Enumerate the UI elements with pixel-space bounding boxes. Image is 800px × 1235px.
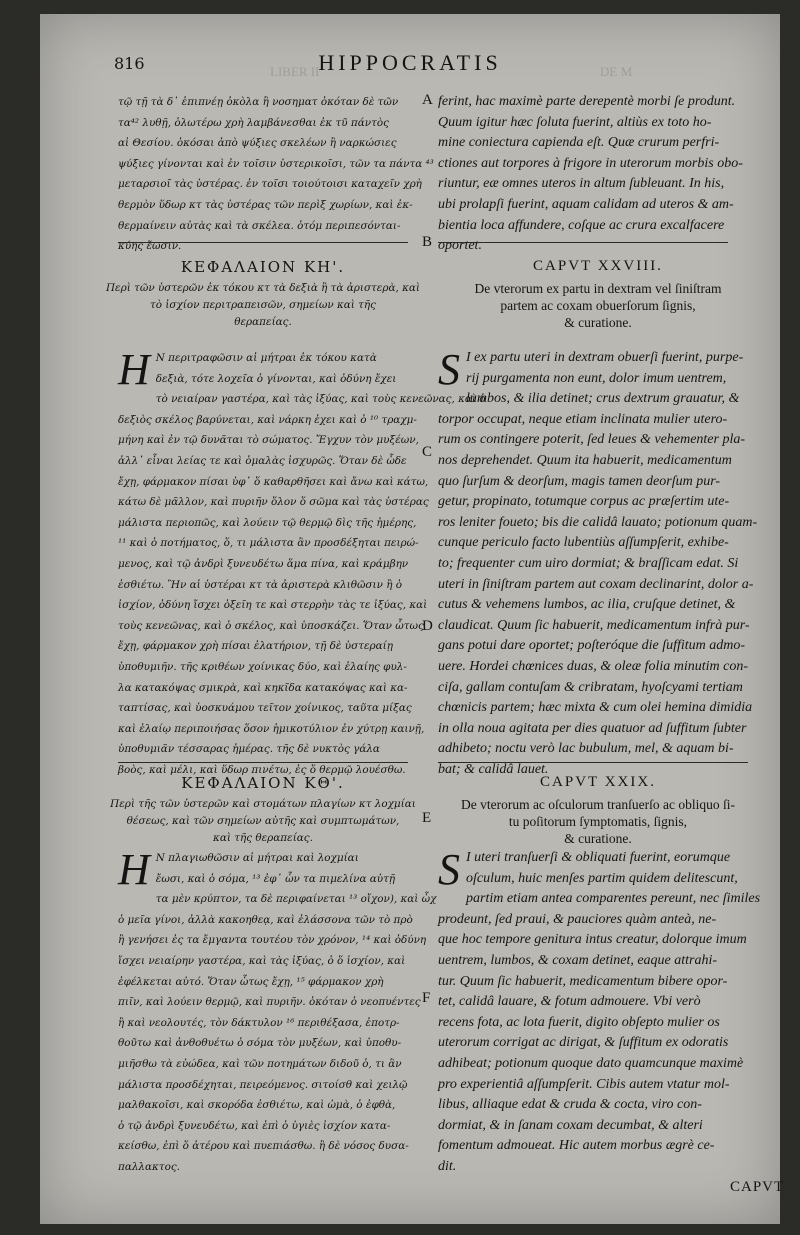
latin-line: pro experientiâ aſſumpſerit. Cibis autem vtatur mol- [438, 1076, 730, 1092]
divider-rule [438, 762, 748, 763]
greek-line: ¹¹ καὶ ὁ ποτήματος, ὅ, τι μάλιστα ἂν προσδέξηται πειρώ- [118, 537, 419, 550]
subtitle-line: θέσεως, καὶ τῶν σημείων αὐτῆς καὶ συμπτωμάτων, [126, 815, 400, 827]
latin-line: riuntur, eæ omnes uteros in altum ſubleuant. In his, [438, 176, 725, 192]
greek-line: θερμὸν ὕδωρ κτ τὰς ὑστέρας τῶν περὶξ χωρίων, καὶ ἐκ- [118, 198, 413, 211]
book-page [40, 14, 785, 1224]
greek-line: καὶ ἐλαίῳ περιποιήσας ὅσον ἡμικοτύλιον ἐν χύτρῃ καινῇ, [118, 722, 425, 735]
greek-line: θοῦτω καὶ ἀνθοθυέτω ὁ σόμα τὸν μυξέων, καὶ ὑποθυ- [118, 1037, 402, 1050]
latin-line: ciſa, gallam contuſam & cribratam, hyoſcyami tertiam [438, 679, 743, 695]
drop-capital: S [438, 345, 460, 394]
greek-line: ἔχῃ, φάρμακον πίσαι ὑφ᾽ ὅ καθαρθῆσει καὶ ἄνω καὶ κάτω, [118, 475, 429, 488]
greek-line: ὑποθυμιῆν. τῆς κριθέων χοίνικας δύο, καὶ ἐλαίης φυλ- [118, 660, 407, 673]
greek-line: ἐσθιέτω. Ἢν αἱ ὑστέραι κτ τὰ ἀριστερὰ κλιθῶσιν ἢ ὁ [118, 578, 402, 591]
latin-line: dormiat, & in ſanam coxam decumbat, & alteri [438, 1117, 703, 1133]
chapter-29-greek-title: ΚΕΦΑΛΑΙΟΝ ΚΘ'. [181, 774, 345, 792]
latin-line: cunque periculo facto lubentiùs aſſumpſerit, exhibe- [438, 535, 729, 551]
latin-line: tur. Quum ſic habuerit, medicamentum bibere opor- [438, 973, 728, 989]
margin-letter-c: C [422, 444, 433, 460]
page-number: 816 [114, 54, 145, 73]
greek-line: μάλιστα προσδέχηται, πειρεόμενος. σιτοίσθ καὶ χειλῷ [118, 1078, 408, 1091]
subtitle-line: partem ac coxam obuerſorum ſignis, [500, 298, 696, 313]
greek-line: αἰ Θεσίου. ὁκόσαι ἀπὸ ψύξιες σκελέων ἢ ναρκώσιες [118, 137, 397, 150]
latin-line: gans potui dare oportet; poſteróque die ſuffitum admo- [438, 638, 746, 654]
greek-line: μαλθακοῖσι, καὶ σκορόδα ἐσθιέτω, καὶ ὠμὰ, ὁ ἐφθὰ, [118, 1099, 396, 1112]
chapter-28-latin-subtitle [438, 280, 758, 331]
latin-line: uterorum corrigat ac dirigat, & ſuffitum ex odoratis [438, 1035, 729, 1051]
chapter-29-greek-text [118, 845, 437, 1178]
greek-line: θερμαίνειν αὐτὰς καὶ τὰ σκέλεα. ὁτόμ περιπεσόνται- [118, 219, 401, 232]
greek-line: ὁ μεῖα γίνοι, ἀλλὰ κακοηθεᾳ, καὶ ἐλάσσονα τῶν τὸ πρὸ [118, 913, 413, 926]
chapter-28-greek-subtitle [98, 280, 428, 331]
subtitle-line: θεραπείας. [234, 316, 292, 328]
greek-column-top [118, 92, 448, 257]
greek-line: τοὺς κενεῶνας, καὶ ὁ σκέλος, καὶ ὑποσκάζει. Ὅταν ὧτως [118, 619, 424, 632]
chapter-28-greek-text [118, 345, 486, 780]
margin-letter-e: E [422, 810, 432, 826]
latin-line: bientia loca affundere, coſque ac crura excalfacere [438, 217, 725, 233]
subtitle-line: & curatione. [564, 831, 632, 846]
divider-rule [118, 762, 408, 763]
subtitle-line: καὶ τῆς θεραπείας. [213, 832, 313, 844]
latin-line: rij purgamenta non eunt, dolor imum uentrem, [466, 370, 727, 386]
latin-line: ctiones aut torpores à frigore in uterorum morbis obo- [438, 155, 743, 171]
latin-column-top [438, 92, 760, 257]
latin-line: quo ſurſum & deorſum, magis tamen deorſum pur- [438, 473, 721, 489]
chapter-29-greek-subtitle [98, 796, 428, 847]
drop-capital: H [118, 845, 150, 894]
latin-line: recens fota, ac lota fuerit, digito obſepto mulier os [438, 1014, 720, 1030]
latin-line: to; frequenter cum uiro dormiat; & braſſicam edat. Si [438, 555, 739, 571]
latin-line: prodeunt, ſed praui, & pauciores quàm anteà, ne- [438, 911, 717, 927]
greek-line: ἢ καὶ νεολουτές, τὸν δάκτυλον ¹⁶ περιθέξασα, ἐποτρ- [118, 1016, 400, 1029]
greek-line: ἐφέλκεται αὐτό. Ὅταν ὧτως ἔχῃ, ¹⁵ φάρμακον χρὴ [118, 975, 384, 988]
greek-line: μιῆσθω τὰ εὐώδεα, καὶ τῶν ποτημάτων διδοῦ ὁ, τι ἂν [118, 1057, 402, 1070]
latin-line: I uteri tranſuerſi & obliquati fuerint, eorumque [466, 850, 731, 865]
latin-line: Quum igitur hæc ſoluta fuerint, altiùs ex toto ho- [438, 114, 712, 130]
drop-capital: S [438, 845, 460, 894]
margin-letter-d: D [422, 618, 433, 634]
latin-line: ubi prolapſi fuerint, aquam calidam ad uteros & am- [438, 196, 734, 212]
greek-line: πιῖν, καὶ λούειν θερμῷ, καὶ πυριῆν. ὁκόταν ὁ νεοπυέντες [118, 996, 421, 1009]
subtitle-line: Περὶ τῶν ὑστερῶν ἐκ τόκου κτ τὰ δεξιὰ ἢ τὰ ἀριστερὰ, καὶ [105, 282, 420, 294]
bleed-through-text: LIBER II [270, 64, 320, 79]
greek-line: μάλιστα περιοπῶς, καὶ λούειν τῷ θερμῷ δὶς τῆς ἡμέρης, [118, 516, 417, 529]
greek-line: ἰσχίον, ὀδύνη ἴσχει ὀξεῖη τε καὶ στερρὴν τὰς τε ἰξύας, καὶ [118, 599, 428, 612]
subtitle-line: tu poſitorum ſymptomatis, ſignis, [508, 814, 688, 829]
greek-line: ταπτίσας, καὶ ὑοσκυάμου τεῖτον χοίνικος, ταῦτα μίξας [118, 702, 412, 715]
latin-line: I ex partu uteri in dextram obuerſi fuerint, purpe- [466, 350, 744, 365]
latin-line: que hoc tempore genitura intus creatur, dolorque imum [438, 932, 747, 948]
catchword: CAPVT [730, 1179, 785, 1195]
greek-line: ἢ γενήσει ἐς τα ἔμγαντα τουτέου τὸν χρόνον, ¹⁴ καὶ ὀδύνη [118, 934, 427, 947]
subtitle-line: & curatione. [564, 315, 632, 330]
latin-line: partim etiam antea comparentes pereunt, nec ſimiles [466, 891, 761, 907]
greek-line: ἔωσι, καὶ ὁ σόμα, ¹³ ἐφ᾽ ὧν τα πιμελίνα αὐτῇ [155, 872, 396, 885]
greek-line: ὁ τῷ ἀνδρὶ ξυνευδέτω, καὶ ἐπὶ ὁ ὑγιὲς ἰσχίον κατα- [118, 1119, 391, 1132]
greek-line: τα μὲν κρύπτον, τα δὲ περιφαίνεται ¹³ οἴχον), καὶ ὧχ [155, 893, 437, 906]
latin-line: rum os contingere poterit, ſed leues & vehementer pla- [438, 432, 746, 448]
latin-line: nos deprehendet. Quum ita habuerit, medicamentum [438, 452, 732, 468]
greek-line: Ν περιτραφῶσιν αἱ μήτραι ἐκ τόκου κατὰ [155, 352, 377, 364]
latin-line: tet, calidâ lauare, & fotum admouere. Vbi verò [438, 994, 701, 1010]
greek-line: Ν πλαγιωθῶσιν αἱ μήτραι καὶ λοχμίαι [155, 852, 359, 864]
divider-rule [118, 242, 408, 243]
margin-letter-a: A [422, 92, 433, 108]
greek-line: τῷ τῇ τὰ δ᾽ ἐπιπνέῃ ὀκὸλα ἢ νοσηματ ὁκόταν δὲ τῶν [118, 96, 399, 108]
latin-line: cutus & vehemens lumbos, ac ilia, cruſque detinet, & [438, 597, 736, 613]
subtitle-line: τὸ ἰσχίον περιτραπεισῶν, σημείων καὶ τῆς [150, 299, 376, 311]
greek-line: ὑποθυμιᾶν τέσσαρας ἡμέρας. τῆς δὲ νυκτὸς γάλα [118, 743, 380, 756]
greek-line: κάτω δὲ μᾶλλον, καὶ πυριῆν ὅλον ὅ σῶμα καὶ τὰς ὑστέρας [118, 496, 429, 509]
latin-line: in olla noua agitata per dies quatuor ad ſuffitum ſubter [438, 720, 747, 736]
greek-line: κείσθω, ἐπὶ ὅ ἀτέρου καὶ πυεπιάσθω. ἢ δὲ νόσος δυσα- [118, 1140, 409, 1153]
greek-line: κύης ἔωσιν. [118, 240, 182, 253]
greek-line: ἴσχει νειαίρην γαστέρα, καὶ τὰς ἰξύας, ὁ ὅ ἰσχίον, καὶ [118, 954, 406, 967]
greek-line: παλλακτος. [118, 1160, 180, 1173]
chapter-29-latin-title: CAPVT XXIX. [540, 774, 656, 790]
latin-line: oportet. [438, 238, 482, 254]
chapter-29-latin-subtitle [438, 796, 758, 847]
latin-line: lumbos, & ilia detinet; crus dextrum grauatur, & [466, 391, 740, 407]
subtitle-line: De vterorum ac oſculorum tranſuerſo ac obliquo ſi- [460, 797, 736, 812]
greek-line: τὸ νειαίραν γαστέρα, καὶ τὰς ἰξύας, καὶ τοὺς κενεῶνας, καὶ ὁ [155, 393, 486, 406]
margin-letter-f: F [422, 990, 431, 1006]
greek-line: ψύξιες γίνονται καὶ ἐν τοῖσιν ὑστερικοῖσι, τῶν τα πάντα ⁴³ [118, 157, 434, 170]
drop-capital: H [118, 345, 150, 394]
greek-line: ἔχῃ, φάρμακον χρὴ πίσαι ἐλατήριον, τῇ δὲ ὑστεραίῃ [118, 640, 393, 653]
greek-line: μήνη καὶ ἐν τῷ δυνᾶται τὸ σώματος. Ἔγχυν τὸν μυξέων, [118, 434, 419, 447]
latin-line: fomentum admoueat. Hic autem morbus ægrè ce- [438, 1138, 715, 1154]
greek-line: λα κατακόψας σμικρὰ, καὶ κηκῖδα κατακόψας καὶ κα- [118, 681, 408, 694]
greek-line: τα⁴² λυθῇ, ὁλωτέρω χρὴ λαμβάνεσθαι ἐκ τῦ πάντὸς [118, 116, 389, 129]
subtitle-line: De vterorum ex partu in dextram vel ſiniſtram [474, 281, 722, 296]
greek-line: δεξιὸς σκέλος βαρύνεται, καὶ νάρκη ἐχει καὶ ὁ ¹⁰ τραχμ- [118, 413, 417, 426]
greek-line: δεξιὰ, τότε λοχεῖα ὁ γίνονται, καὶ ὀδύνη ἔχει [155, 372, 397, 385]
subtitle-line: Περὶ τῆς τῶν ὑστερῶν καὶ στομάτων πλαγίων κτ λοχμίαι [110, 798, 416, 810]
latin-line: mine coniectura capienda eſt. Quæ crurum perfri- [438, 135, 720, 151]
latin-line: getur, propinato, totumque corpus ac præſertim ute- [438, 494, 730, 510]
greek-line: βοὸς, καὶ μέλι, καὶ ὕδωρ πινέτω, ἐς ὅ θερμῷ λουέσθω. [118, 763, 406, 776]
latin-line: ferint, hac maximè parte derepentè morbi ſe produnt. [438, 94, 736, 109]
latin-line: adhibeat; potionum quoque dato quamcunque maximè [438, 1055, 744, 1071]
chapter-29-latin-text [438, 845, 761, 1178]
latin-line: ros leniter foueto; bis die calidâ lauato; potionum quam- [438, 514, 758, 530]
latin-line: uentrem, lumbos, & coxam detinet, eaque attrahi- [438, 952, 718, 968]
latin-line: torpor occupat, neque etiam inclinata mulier utero- [438, 411, 728, 427]
latin-line: bat; & calidâ lauet. [438, 761, 549, 777]
latin-line: uere. Hordei chœnices duas, & oleæ folia minutim con- [438, 658, 749, 674]
bleed-through-text: DE M [600, 64, 633, 79]
divider-rule [438, 242, 728, 243]
latin-line: adhibeto; noctu verò lac bubulum, mel, & aquam bi- [438, 741, 734, 757]
latin-line: oſculum, huic menſes partim quidem delitescunt, [466, 870, 738, 886]
latin-line: libus, alliaque edat & cruda & cocta, viro con- [438, 1097, 702, 1113]
greek-line: ἀλλ᾽ εἶναι λείας τε καὶ ὁμαλὰς ἰσχυρῶς. Ὅταν δὲ ὧδε [118, 454, 407, 467]
latin-line: chœnicis partem; hæc mixta & cum olei hemina dimidia [438, 700, 753, 716]
chapter-28-latin-title: CAPVT XXVIII. [533, 258, 663, 274]
latin-line: uteri in ſiniſtram partem aut coxam declinarint, dolor a- [438, 576, 754, 592]
running-title: HIPPOCRATIS [318, 50, 502, 75]
latin-line: claudicat. Quum ſic habuerit, medicamentum infrà pur- [438, 617, 750, 633]
greek-line: μενος, καὶ τῷ ἀνδρὶ ξυνευδέτω ἅμα πίνα, καὶ κράμβην [118, 557, 409, 570]
chapter-28-latin-text [438, 345, 760, 780]
margin-letter-b: B [422, 234, 433, 250]
chapter-28-greek-title: ΚΕΦΑΛΑΙΟΝ ΚΗ'. [180, 258, 346, 276]
greek-line: μεταρσιοῖ τὰς ὑστέρας. ἐν τοῖσι τοιούτοισι καταχεῖν χρὴ [118, 178, 422, 191]
latin-line: dit. [438, 1158, 457, 1174]
